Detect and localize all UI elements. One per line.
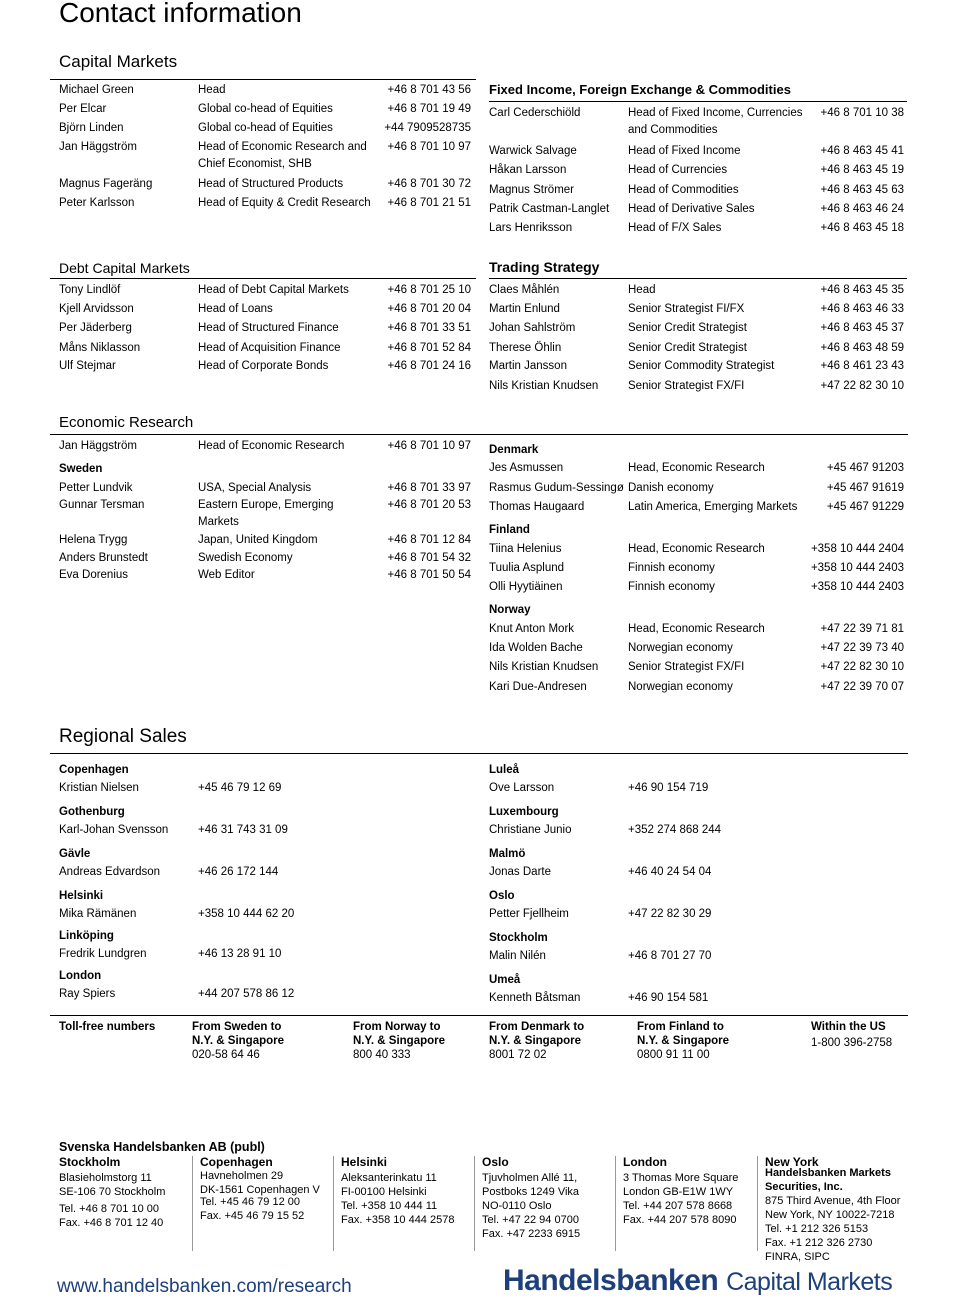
contact-role: Head of F/X Sales [628,222,722,234]
contact-role: Latin America, Emerging Markets [628,501,798,513]
contact-role: Senior Strategist FX/FI [628,380,745,392]
contact-role: Eastern Europe, Emerging [198,499,334,511]
region-city: London [59,970,102,982]
tollfree-number: 800 40 333 [353,1049,411,1061]
contact-phone: +46 8 701 19 49 [387,103,471,115]
research-url[interactable]: www.handelsbanken.com/research [57,1276,352,1297]
contact-phone: +46 8 463 46 24 [820,203,904,215]
contact-name: Knut Anton Mork [489,623,575,635]
contact-role: Senior Strategist FX/FI [628,661,745,673]
contact-role: Head, Economic Research [628,462,765,474]
contact-role: Head of Equity & Credit Research [198,197,371,209]
contact-name: Kjell Arvidsson [59,303,134,315]
contact-phone: +46 8 701 33 97 [387,482,471,494]
office-line: Blasieholmstorg 11 [59,1172,152,1184]
company-name: Svenska Handelsbanken AB (publ) [59,1140,265,1154]
contact-role: Global co-head of Equities [198,103,333,115]
contact-name: Ray Spiers [59,988,116,1000]
office-line: Postboks 1249 Vika [482,1186,580,1198]
tollfree-route: From Norway to [353,1021,441,1033]
region-city: Linköping [59,930,114,942]
contact-role: Senior Strategist FI/FX [628,303,745,315]
country-label: Finland [489,524,530,536]
contact-name: Magnus Strömer [489,184,575,196]
contact-role: Head [198,84,226,96]
contact-phone: +46 40 24 54 04 [628,866,712,878]
contact-role: Head of Acquisition Finance [198,342,341,354]
contact-phone: +46 8 701 43 56 [387,84,471,96]
fixed-income-heading: Fixed Income, Foreign Exchange & Commodities [489,82,791,97]
contact-phone: +45 46 79 12 69 [198,782,282,794]
country-label: Sweden [59,463,103,475]
contact-name: Tiina Helenius [489,543,562,555]
contact-phone: +47 22 82 30 10 [820,661,904,673]
divider [50,1015,908,1016]
contact-name: Kristian Nielsen [59,782,139,794]
column-divider [615,1156,616,1251]
contact-name: Michael Green [59,84,134,96]
divider [50,753,908,754]
tollfree-number: 0800 91 11 00 [637,1049,710,1061]
office-line: FI-00100 Helsinki [341,1186,427,1198]
contact-name: Gunnar Tersman [59,499,145,511]
contact-role: Markets [198,516,239,528]
capital-markets-heading: Capital Markets [59,52,178,71]
contact-phone: +46 31 743 31 09 [198,824,288,836]
contact-name: Karl-Johan Svensson [59,824,169,836]
contact-phone: +46 90 154 719 [628,782,709,794]
tollfree-route: From Denmark to [489,1021,585,1033]
contact-phone: +46 8 701 30 72 [387,178,471,190]
contact-name: Warwick Salvage [489,145,577,157]
office-line: Tjuvholmen Allé 11, [482,1172,578,1184]
contact-name: Nils Kristian Knudsen [489,380,599,392]
column-divider [192,1156,193,1251]
contact-phone: +46 8 463 45 18 [820,222,904,234]
office-line: Tel. +44 207 578 8668 [623,1200,733,1212]
contact-name: Christiane Junio [489,824,572,836]
office-line: Tel. +358 10 444 11 [341,1200,438,1212]
contact-name: Jes Asmussen [489,462,564,474]
office-line: Aleksanterinkatu 11 [341,1172,437,1184]
office-line: Havneholmen 29 [200,1170,284,1182]
trading-heading: Trading Strategy [489,259,600,275]
contact-phone: +46 8 701 10 97 [387,141,471,153]
office-city: Helsinki [341,1155,388,1169]
contact-name: Rasmus Gudum-Sessingø [489,482,624,494]
contact-role: USA, Special Analysis [198,482,312,494]
contact-phone: +46 13 28 91 10 [198,948,282,960]
office-city: New York [765,1155,819,1169]
contact-phone: +358 10 444 62 20 [198,908,295,920]
contact-phone: +46 8 701 21 51 [387,197,471,209]
contact-name: Tuulia Asplund [489,562,565,574]
contact-name: Claes Måhlén [489,284,560,296]
contact-phone: +46 8 701 52 84 [387,342,471,354]
contact-name: Ida Wolden Bache [489,642,583,654]
office-line: DK-1561 Copenhagen V [200,1184,320,1196]
contact-phone: +47 22 82 30 29 [628,908,712,920]
office-line: Fax. +45 46 79 15 52 [200,1210,305,1222]
office-line: Fax. +358 10 444 2578 [341,1214,455,1226]
divider [489,278,907,279]
contact-role: Swedish Economy [198,552,293,564]
contact-phone: +47 22 39 70 07 [820,681,904,693]
tollfree-route: N.Y. & Singapore [489,1035,582,1047]
contact-name: Martin Jansson [489,360,567,372]
divider [50,79,476,80]
tollfree-route: Within the US [811,1021,886,1033]
contact-phone: +46 8 463 45 37 [820,322,904,334]
contact-phone: +352 274 868 244 [628,824,722,836]
contact-role: Head of Debt Capital Markets [198,284,349,296]
contact-phone: +46 8 701 33 51 [387,322,471,334]
brand-logo [503,1264,892,1298]
contact-phone: +45 467 91229 [826,501,904,513]
contact-phone: +46 8 463 45 19 [820,164,904,176]
office-line: London GB-E1W 1WY [623,1186,734,1198]
contact-phone: +45 467 91619 [826,482,904,494]
office-city: London [623,1155,667,1169]
office-city: Stockholm [59,1155,121,1169]
region-city: Luxembourg [489,806,559,818]
tollfree-route: From Sweden to [192,1021,282,1033]
contact-name: Peter Karlsson [59,197,135,209]
contact-phone: +46 8 463 45 35 [820,284,904,296]
contact-role: Senior Credit Strategist [628,342,747,354]
contact-phone: +47 22 39 73 40 [820,642,904,654]
contact-phone: +46 8 463 46 33 [820,303,904,315]
contact-name: Kari Due-Andresen [489,681,587,693]
contact-name: Ulf Stejmar [59,360,116,372]
contact-name: Per Jäderberg [59,322,132,334]
office-line: Fax. +47 2233 6915 [482,1228,581,1240]
contact-name: Andreas Edvardson [59,866,161,878]
office-line: Tel. +46 8 701 10 00 [59,1203,159,1215]
contact-role: Senior Credit Strategist [628,322,747,334]
office-line: Fax. +44 207 578 8090 [623,1214,737,1226]
contact-role: Finnish economy [628,581,715,593]
contact-phone: +46 26 172 144 [198,866,279,878]
contact-role: Head of Commodities [628,184,739,196]
contact-role: Head of Structured Products [198,178,344,190]
economic-heading: Economic Research [59,414,194,431]
contact-name: Kenneth Båtsman [489,992,581,1004]
contact-phone: +46 8 701 10 38 [820,107,904,119]
office-line: Fax. +1 212 326 2730 [765,1237,873,1249]
region-city: Gävle [59,848,91,860]
contact-name: Fredrik Lundgren [59,948,147,960]
contact-name: Anders Brunstedt [59,552,148,564]
column-divider [474,1156,475,1251]
contact-name: Patrik Castman-Langlet [489,203,610,215]
tollfree-number: 020-58 64 46 [192,1049,260,1061]
region-city: Stockholm [489,932,548,944]
contact-role: Head of Currencies [628,164,728,176]
office-city: Copenhagen [200,1155,273,1169]
contact-name: Per Elcar [59,103,107,115]
tollfree-number: 1-800 396-2758 [811,1037,893,1049]
office-city: Oslo [482,1155,509,1169]
contact-name: Petter Lundvik [59,482,133,494]
contact-role: Head of Loans [198,303,273,315]
contact-role: Head of Corporate Bonds [198,360,329,372]
contact-phone: +358 10 444 2404 [810,543,904,555]
office-line: NO-0110 Oslo [482,1200,552,1212]
contact-phone: +46 8 701 27 70 [628,950,712,962]
office-line: SE-106 70 Stockholm [59,1186,166,1198]
contact-role: Head, Economic Research [628,543,765,555]
contact-phone: +358 10 444 2403 [810,562,904,574]
contact-name: Johan Sahlström [489,322,576,334]
country-label: Norway [489,604,531,616]
office-line: Fax. +46 8 701 12 40 [59,1217,164,1229]
contact-role: Head of Economic Research [198,440,345,452]
contact-phone: +46 8 701 10 97 [387,440,471,452]
contact-phone: +45 467 91203 [826,462,904,474]
contact-phone: +46 8 701 54 32 [387,552,471,564]
contact-role: Finnish economy [628,562,715,574]
office-line: 3 Thomas More Square [623,1172,739,1184]
country-label: Denmark [489,444,539,456]
contact-phone: +46 8 701 50 54 [387,569,471,581]
contact-name: Jan Häggström [59,440,137,452]
contact-name: Jan Häggström [59,141,137,153]
office-line: New York, NY 10022-7218 [765,1209,895,1221]
contact-role: Head of Fixed Income [628,145,741,157]
office-line: Securities, Inc. [765,1181,843,1193]
region-city: Malmö [489,848,526,860]
region-city: Luleå [489,764,520,776]
tollfree-number: 8001 72 02 [489,1049,547,1061]
contact-phone: +47 22 39 71 81 [820,623,904,635]
contact-name: Malin Nilén [489,950,546,962]
contact-role: Head of Derivative Sales [628,203,755,215]
regional-heading: Regional Sales [59,726,187,747]
tollfree-route: From Finland to [637,1021,724,1033]
debt-heading: Debt Capital Markets [59,260,190,276]
office-line: 875 Third Avenue, 4th Floor [765,1195,901,1207]
contact-role: Norwegian economy [628,681,733,693]
contact-phone: +46 8 461 23 43 [820,360,904,372]
office-line: Tel. +45 46 79 12 00 [200,1196,300,1208]
contact-name: Carl Cederschiöld [489,107,581,119]
office-line: FINRA, SIPC [765,1251,830,1263]
contact-role: Danish economy [628,482,714,494]
tollfree-route: N.Y. & Singapore [637,1035,730,1047]
contact-role: Global co-head of Equities [198,122,333,134]
contact-role: Head [628,284,656,296]
contact-role: Chief Economist, SHB [198,158,312,170]
office-line: Handelsbanken Markets [765,1167,891,1179]
contact-phone: +47 22 82 30 10 [820,380,904,392]
contact-phone: +44 207 578 86 12 [198,988,295,1000]
contact-name: Tony Lindlöf [59,284,121,296]
contact-name: Måns Niklasson [59,342,141,354]
contact-name: Therese Öhlin [489,342,562,354]
contact-role: Head of Economic Research and [198,141,367,153]
contact-role: and Commodities [628,124,718,136]
contact-phone: +46 8 463 45 41 [820,145,904,157]
contact-name: Magnus Fageräng [59,178,153,190]
region-city: Umeå [489,974,521,986]
contact-name: Martin Enlund [489,303,560,315]
contact-role: Norwegian economy [628,642,733,654]
contact-name: Petter Fjellheim [489,908,569,920]
region-city: Helsinki [59,890,104,902]
contact-role: Japan, United Kingdom [198,534,318,546]
contact-role: Head of Structured Finance [198,322,339,334]
region-city: Copenhagen [59,764,129,776]
divider [489,101,907,102]
contact-role: Web Editor [198,569,255,581]
tollfree-label: Toll-free numbers [59,1021,156,1033]
page-title: Contact information [59,0,302,28]
office-line: Tel. +1 212 326 5153 [765,1223,869,1235]
contact-phone: +358 10 444 2403 [810,581,904,593]
contact-phone: +46 8 463 45 63 [820,184,904,196]
contact-phone: +44 7909528735 [384,122,471,134]
contact-phone: +46 8 701 24 16 [387,360,471,372]
divider [50,434,908,435]
contact-name: Mika Rämänen [59,908,137,920]
contact-name: Helena Trygg [59,534,128,546]
contact-role: Senior Commodity Strategist [628,360,775,372]
contact-phone: +46 90 154 581 [628,992,709,1004]
contact-name: Jonas Darte [489,866,552,878]
contact-phone: +46 8 463 48 59 [820,342,904,354]
contact-name: Björn Linden [59,122,124,134]
contact-name: Ove Larsson [489,782,555,794]
region-city: Oslo [489,890,515,902]
divider [50,278,476,279]
contact-role: Head of Fixed Income, Currencies [628,107,803,119]
contact-name: Olli Hyytiäinen [489,581,563,593]
contact-name: Håkan Larsson [489,164,567,176]
region-city: Gothenburg [59,806,125,818]
contact-phone: +46 8 701 12 84 [387,534,471,546]
contact-phone: +46 8 701 20 04 [387,303,471,315]
column-divider [333,1156,334,1251]
brand-name: Handelsbanken [503,1264,719,1297]
tollfree-route: N.Y. & Singapore [353,1035,446,1047]
contact-name: Thomas Haugaard [489,501,585,513]
contact-phone: +46 8 701 25 10 [387,284,471,296]
contact-name: Eva Dorenius [59,569,129,581]
contact-name: Lars Henriksson [489,222,573,234]
tollfree-route: N.Y. & Singapore [192,1035,285,1047]
column-divider [757,1156,758,1251]
contact-role: Head, Economic Research [628,623,765,635]
contact-phone: +46 8 701 20 53 [387,499,471,511]
office-line: Tel. +47 22 94 0700 [482,1214,579,1226]
contact-name: Nils Kristian Knudsen [489,661,599,673]
brand-suffix: Capital Markets [726,1268,893,1296]
